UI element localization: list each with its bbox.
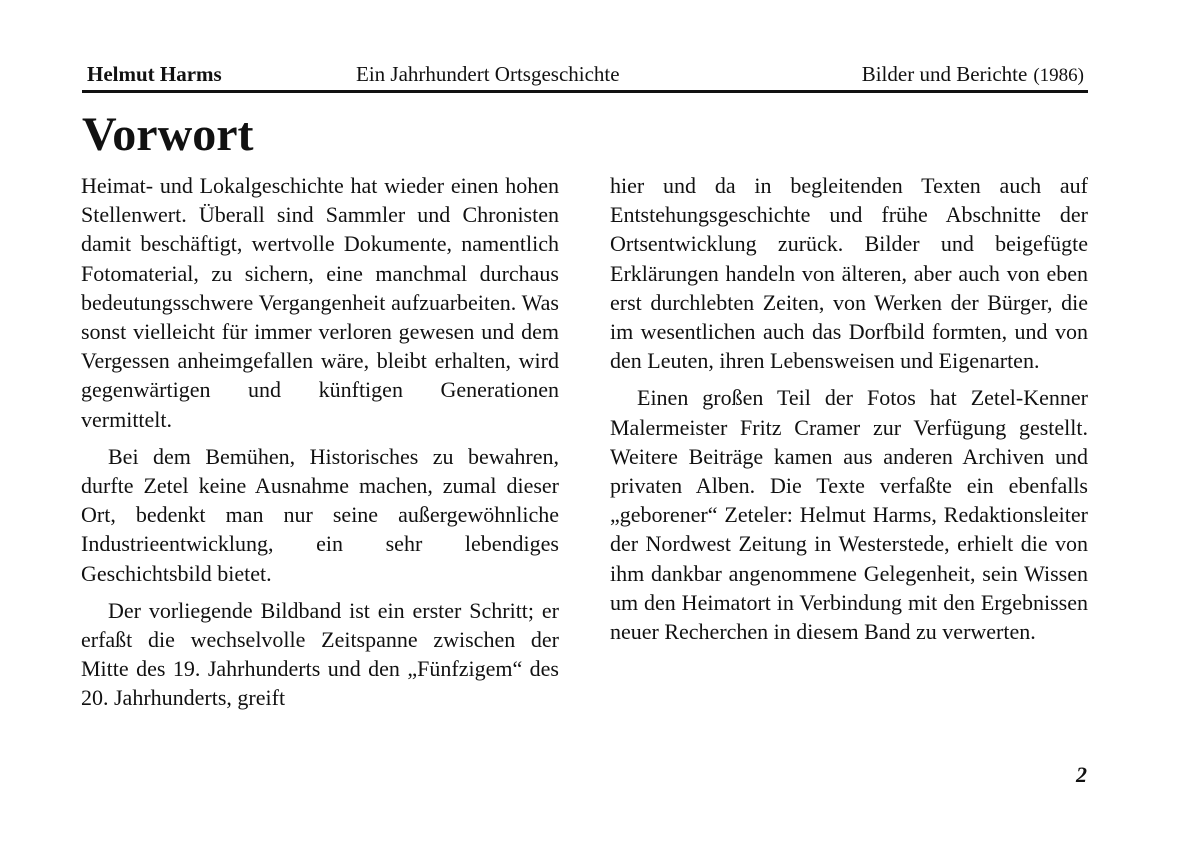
text-column-right	[610, 171, 1088, 654]
text-column-left	[81, 171, 559, 721]
paragraph-3: Der vorliegende Bildband ist ein erster Schritt; er erfaßt die wechselvolle Zeitspanne zwischen der Mitte des 19. Jahrhunderts und den „Fünfzigem“ des 20. Jahrhunderts, greift	[81, 597, 559, 711]
header-book-title: Ein Jahrhundert Ortsgeschichte	[356, 62, 620, 86]
paragraph-3-continued: hier und da in begleitenden Texten auch auf Entstehungsgeschichte und frühe Abschnitte der Ortsentwicklung zurück. Bilder und beigefügte Erklärungen handeln von älteren, aber auch von eben erst durchlebten Zeiten, von Werken der Bürger, die im wesentlichen auch das Dorfbild formten, und von den Leuten, ihren Lebensweisen und Eigenarten.	[610, 173, 1088, 374]
header-series-label: Bilder und Berichte	[861, 62, 1028, 86]
page-number: 2	[1076, 762, 1087, 787]
page-title: Vorwort	[82, 108, 254, 161]
paragraph-2: Bei dem Bemühen, Historisches zu bewahren, durfte Zetel keine Ausnahme machen, zumal dieser Ort, bedenkt man nur seine außergewöhnliche Industrieentwicklung, ein sehr lebendiges Geschichtsbild bietet.	[81, 443, 559, 586]
header-series	[862, 60, 1084, 90]
header-year: (1986)	[1033, 65, 1084, 86]
paragraph-4: Einen großen Teil der Fotos hat Zetel-Kenner Malermeister Fritz Cramer zur Verfügung gestellt. Weitere Beiträge kamen aus anderen Archiven und privaten Alben. Die Texte verfaßte ein ebenfalls „geborener“ Zeteler: Helmut Harms, Redaktionsleiter der Nordwest Zeitung in Westerstede, erhielt die von ihm dankbar angenommene Gelegenheit, sein Wissen um den Heimatort in Verbindung mit den Ergebnissen neuer Recherchen in diesem Band zu verwerten.	[610, 385, 1088, 645]
paragraph-1: Heimat- und Lokalgeschichte hat wieder einen hohen Stellenwert. Überall sind Sammler und Chronisten damit beschäftigt, wertvolle Dokumente, namentlich Fotomaterial, zu sichern, eine manchmal durchaus bedeutungsschwere Vergangenheit aufzuarbeiten. Was sonst vielleicht für immer verloren gewesen und dem Vergessen anheimgefallen wäre, bleibt erhalten, wird gegenwärtigen und künftigen Generationen vermittelt.	[81, 173, 559, 432]
header-author: Helmut Harms	[87, 62, 222, 86]
running-header	[82, 60, 1088, 93]
